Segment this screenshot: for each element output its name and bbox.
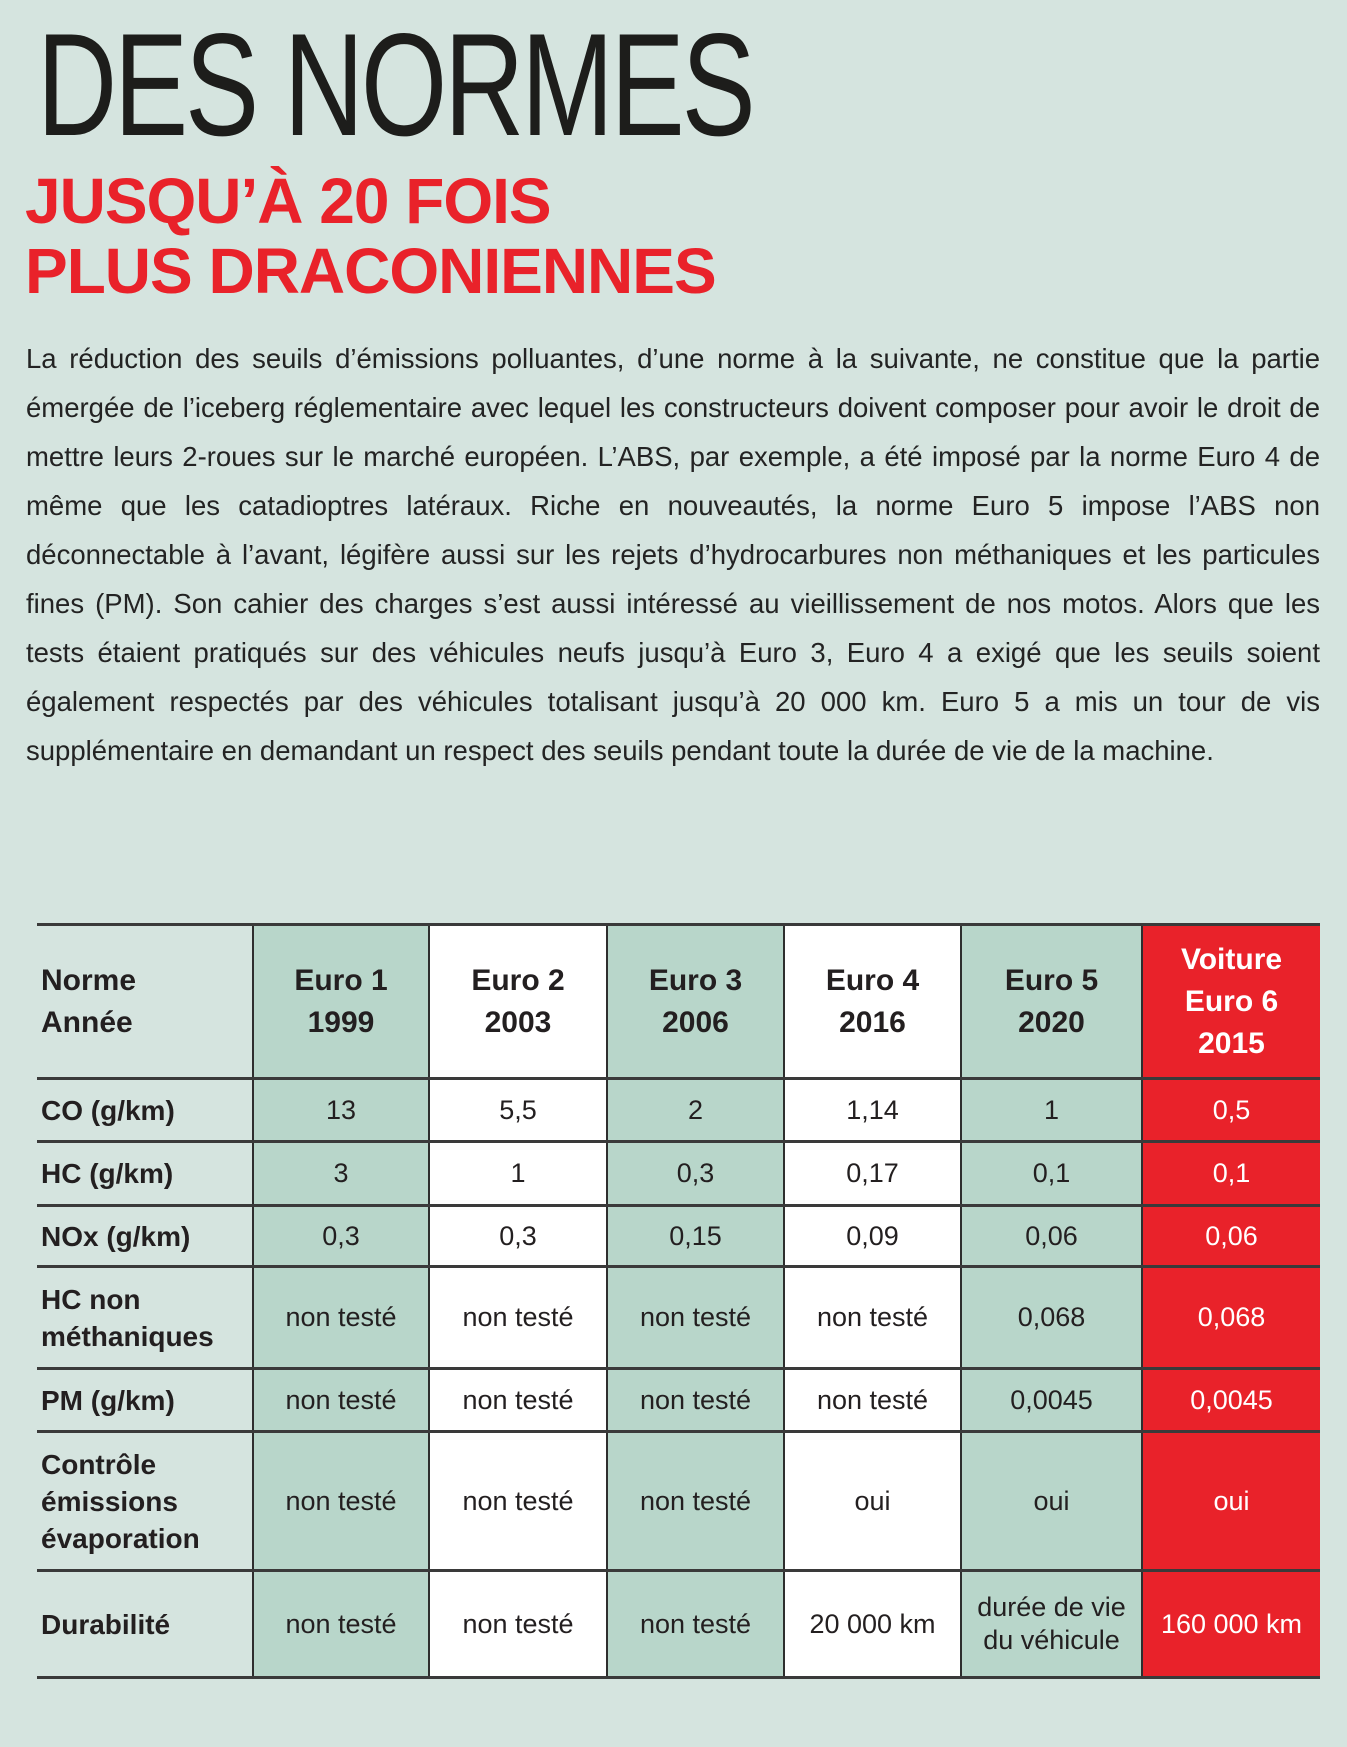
corner-line-norme: Norme — [41, 963, 137, 997]
cell-hcnm-euro2: non testé — [429, 1267, 607, 1369]
header-euro3-name: Euro 3 — [648, 963, 743, 997]
cell-co-euro1: 13 — [253, 1079, 429, 1142]
row-label-durabilite: Durabilité — [37, 1571, 253, 1678]
header-euro2-name: Euro 2 — [471, 963, 565, 997]
header-euro6-name1: Voiture — [1180, 942, 1283, 976]
cell-hcnm-euro1: non testé — [253, 1267, 429, 1369]
header-euro2-year: 2003 — [484, 1005, 552, 1039]
cell-co-euro2: 5,5 — [429, 1079, 607, 1142]
cell-durab-euro6: 160 000 km — [1142, 1571, 1320, 1678]
subtitle-line-1: JUSQU’À 20 FOIS — [25, 165, 551, 237]
cell-hc-euro2: 1 — [429, 1142, 607, 1206]
header-cell-euro5 — [961, 925, 1142, 1079]
table-row-hc — [37, 1142, 1320, 1206]
header-euro4-name: Euro 4 — [825, 963, 920, 997]
header-cell-euro4 — [784, 925, 961, 1079]
cell-hcnm-euro5: 0,068 — [961, 1267, 1142, 1369]
cell-hcnm-euro3: non testé — [607, 1267, 784, 1369]
row-label-hc: HC (g/km) — [37, 1142, 253, 1206]
cell-nox-euro3: 0,15 — [607, 1206, 784, 1267]
cell-pm-euro2: non testé — [429, 1369, 607, 1432]
header-euro1-name: Euro 1 — [294, 963, 388, 997]
cell-hc-euro6: 0,1 — [1142, 1142, 1320, 1206]
header-cell-euro1 — [253, 925, 429, 1079]
row-label-hc-non-methaniques: HC non méthaniques — [37, 1267, 253, 1369]
header-cell-norme-annee — [37, 925, 253, 1079]
cell-nox-euro1: 0,3 — [253, 1206, 429, 1267]
cell-co-euro5: 1 — [961, 1079, 1142, 1142]
cell-hc-euro1: 3 — [253, 1142, 429, 1206]
body-paragraph: La réduction des seuils d’émissions polluantes, d’une norme à la suivante, ne constitue que la partie émergée de l’iceberg réglementaire avec lequel les constructeurs doivent composer pour avoir le droit de mettre leurs 2-roues sur le marché européen. L’ABS, par exemple, a été imposé par la norme Euro 4 de même que les catadioptres latéraux. Riche en nouveautés, la norme Euro 5 impose l’ABS non déconnectable à l’avant, légifère aussi sur les rejets d’hydrocarbures non méthaniques et les particules fines (PM). Son cahier des charges s’est aussi intéressé au vieillissement de nos motos. Alors que les tests étaient pratiqués sur des véhicules neufs jusqu’à Euro 3, Euro 4 a exigé que les seuils soient également respectés par des véhicules totalisant jusqu’à 20 000 km. Euro 5 a mis un tour de vis supplémentaire en demandant un respect des seuils pendant toute la durée de vie de la machine. — [26, 343, 1320, 766]
cell-nox-euro5: 0,06 — [961, 1206, 1142, 1267]
cell-ctrl-euro5: oui — [961, 1432, 1142, 1571]
cell-hcnm-euro6: 0,068 — [1142, 1267, 1320, 1369]
header-euro5-year: 2020 — [1018, 1005, 1085, 1039]
header-euro1-year: 1999 — [307, 1005, 375, 1039]
cell-ctrl-euro1: non testé — [253, 1432, 429, 1571]
cell-durab-euro4: 20 000 km — [784, 1571, 961, 1678]
cell-durab-euro5: durée de vie du véhicule — [961, 1571, 1142, 1678]
row-label-pm: PM (g/km) — [37, 1369, 253, 1432]
cell-pm-euro4: non testé — [784, 1369, 961, 1432]
cell-pm-euro5: 0,0045 — [961, 1369, 1142, 1432]
page-title-row — [37, 2, 1347, 166]
cell-pm-euro1: non testé — [253, 1369, 429, 1432]
table-row-hc-non-methaniques — [37, 1267, 1320, 1369]
header-euro3-year: 2006 — [662, 1005, 729, 1039]
cell-ctrl-euro3: non testé — [607, 1432, 784, 1571]
corner-line-annee: Année — [41, 1005, 133, 1039]
header-euro6-year: 2015 — [1198, 1026, 1265, 1060]
norms-table — [37, 923, 1320, 1679]
cell-hc-euro3: 0,3 — [607, 1142, 784, 1206]
row-label-co: CO (g/km) — [37, 1079, 253, 1142]
cell-nox-euro2: 0,3 — [429, 1206, 607, 1267]
page-subtitle — [25, 166, 1347, 306]
header-euro4-year: 2016 — [839, 1005, 906, 1039]
cell-durab-euro1: non testé — [253, 1571, 429, 1678]
table-row-durabilite — [37, 1571, 1320, 1678]
table-row-controle-emissions — [37, 1432, 1320, 1571]
cell-nox-euro4: 0,09 — [784, 1206, 961, 1267]
table-header-row — [37, 925, 1320, 1079]
cell-co-euro3: 2 — [607, 1079, 784, 1142]
row-label-controle-emissions: Contrôle émissions évaporation — [37, 1432, 253, 1571]
header-euro6-name2: Euro 6 — [1184, 984, 1279, 1018]
cell-hcnm-euro4: non testé — [784, 1267, 961, 1369]
table-row-co — [37, 1079, 1320, 1142]
table-row-pm — [37, 1369, 1320, 1432]
cell-pm-euro3: non testé — [607, 1369, 784, 1432]
cell-hc-euro4: 0,17 — [784, 1142, 961, 1206]
cell-co-euro6: 0,5 — [1142, 1079, 1320, 1142]
header-cell-voiture-euro6 — [1142, 925, 1320, 1079]
header-euro5-name: Euro 5 — [1004, 963, 1099, 997]
cell-durab-euro2: non testé — [429, 1571, 607, 1678]
cell-pm-euro6: 0,0045 — [1142, 1369, 1320, 1432]
cell-ctrl-euro2: non testé — [429, 1432, 607, 1571]
cell-nox-euro6: 0,06 — [1142, 1206, 1320, 1267]
cell-ctrl-euro6: oui — [1142, 1432, 1320, 1571]
row-label-nox: NOx (g/km) — [37, 1206, 253, 1267]
cell-ctrl-euro4: oui — [784, 1432, 961, 1571]
cell-durab-euro3: non testé — [607, 1571, 784, 1678]
header-cell-euro3 — [607, 925, 784, 1079]
table-row-nox — [37, 1206, 1320, 1267]
header-cell-euro2 — [429, 925, 607, 1079]
subtitle-line-2: PLUS DRACONIENNES — [25, 235, 716, 307]
cell-hc-euro5: 0,1 — [961, 1142, 1142, 1206]
page-title: DES NORMES — [37, 2, 753, 166]
cell-co-euro4: 1,14 — [784, 1079, 961, 1142]
